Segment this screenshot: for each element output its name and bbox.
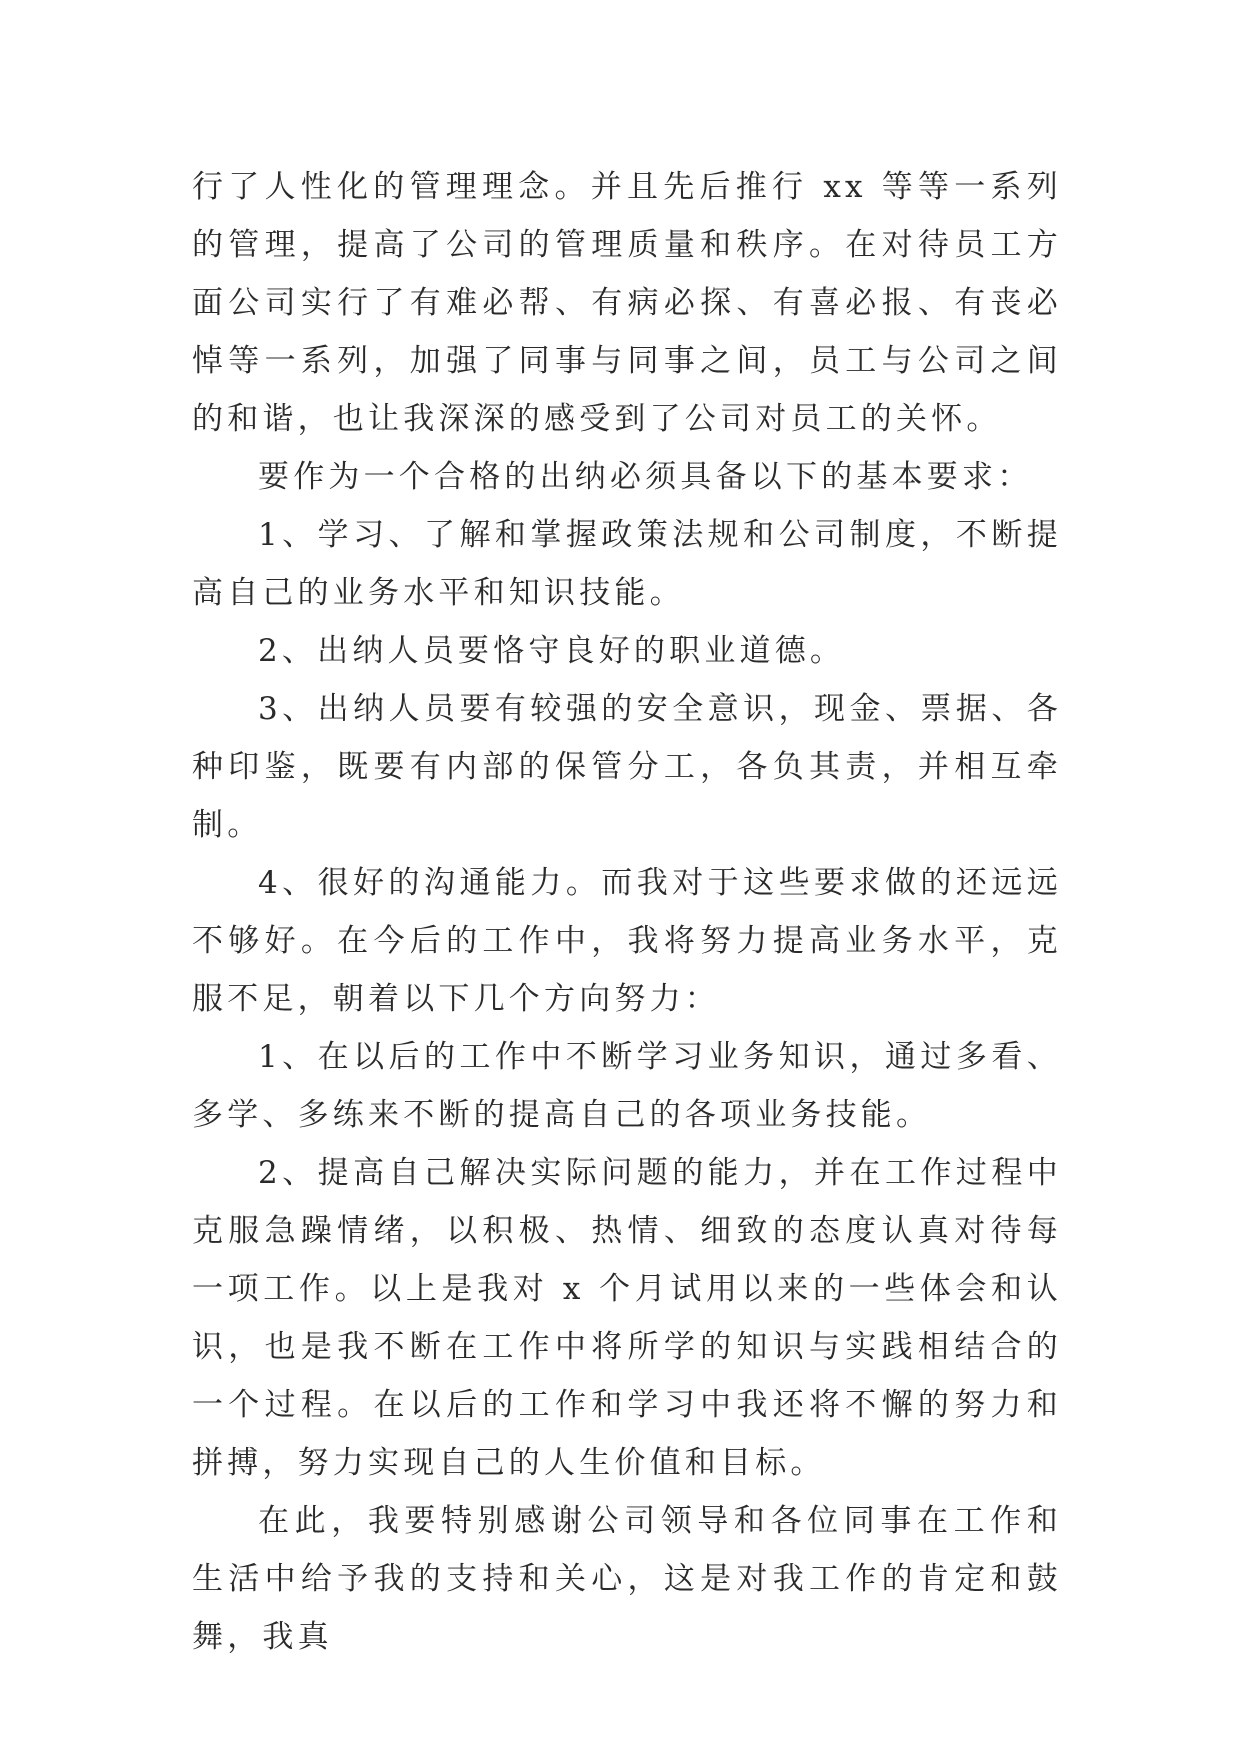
paragraph-continuation: 行了人性化的管理理念。并且先后推行 xx 等等一系列的管理，提高了公司的管理质量和秩序。在对待员工方面公司实行了有难必帮、有病必探、有喜必报、有丧必悼等一系列，加强了同事与同事之间，员工与公司之间的和谐，也让我深深的感受到了公司对员工的关怀。 <box>192 169 1062 437</box>
paragraph-requirements-intro: 要作为一个合格的出纳必须具备以下的基本要求： <box>258 459 1033 495</box>
paragraph-thanks: 在此，我要特别感谢公司领导和各位同事在工作和生活中给予我的支持和关心，这是对我工作的肯定和鼓舞，我真 <box>192 1503 1062 1655</box>
paragraph-requirement-3: 3、出纳人员要有较强的安全意识，现金、票据、各种印鉴，既要有内部的保管分工，各负其责，并相互牵制。 <box>192 691 1062 843</box>
document-body <box>192 158 1062 1666</box>
paragraph-requirement-4: 4、很好的沟通能力。而我对于这些要求做的还远远不够好。在今后的工作中，我将努力提高业务水平，克服不足，朝着以下几个方向努力： <box>192 865 1062 1017</box>
paragraph-direction-2: 2、提高自己解决实际问题的能力，并在工作过程中克服急躁情绪，以积极、热情、细致的态度认真对待每一项工作。以上是我对 x 个月试用以来的一些体会和认识，也是我不断在工作中将所学的知识与实践相结合的一个过程。在以后的工作和学习中我还将不懈的努力和拼搏，努力实现自己的人生价值和目标。 <box>192 1155 1062 1481</box>
paragraph-direction-1: 1、在以后的工作中不断学习业务知识，通过多看、多学、多练来不断的提高自己的各项业务技能。 <box>192 1039 1062 1133</box>
paragraph-requirement-2: 2、出纳人员要恪守良好的职业道德。 <box>258 633 846 669</box>
paragraph-requirement-1: 1、学习、了解和掌握政策法规和公司制度，不断提高自己的业务水平和知识技能。 <box>192 517 1062 611</box>
